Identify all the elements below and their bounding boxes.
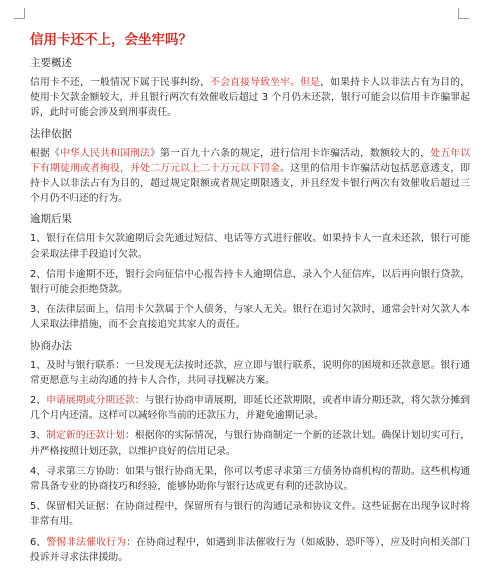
consequence-item: 2、信用卡逾期不还，银行会向征信中心报告持卡人逾期信息，录入个人征信库，以后再向银行贷款，银行可能会拒绝贷款。 [30,268,470,296]
text-run: ：与银行协商申请展期，即延长还款期限，或者申请分期还款，将欠款分摊到几个月内还清。这样可以减轻你当前的还款压力，并避免逾期记录。 [30,395,471,422]
text-run: 3、 [30,430,47,442]
page-corner-mark-right [458,8,469,19]
penalty-highlight: 处五年以下有期徒刑或者拘役，并处二万元以上二十万元以下罚金 [30,147,471,174]
negotiation-item: 4、寻求第三方协助：如果与银行协商无果，你可以考虑寻求第三方债务协商机构的帮助。这些机构通常具备专业的协商技巧和经验，能够协助你与银行达成更有利的还款协议。 [30,465,470,493]
text-run: ：根据你的实际情况，与银行协商制定一个新的还款计划。确保计划切实可行，并严格按照计划还款，以维护良好的信用记录。 [30,430,471,457]
text-run: 根据《 [30,147,61,159]
law-name-highlight: 中华人民共和国刑法 [60,147,151,159]
section-heading-basis: 法律依据 [30,127,72,140]
negotiation-item: 5、保留相关证据：在协商过程中，保留所有与银行的沟通记录和协议文件。这些证据在出现争议时将非常有用。 [30,501,470,528]
page-corner-mark-left [14,8,25,19]
section-heading-negotiation: 协商办法 [30,339,72,352]
negotiation-item [30,428,470,458]
highlight-text: 警惕非法催收行为 [46,536,127,548]
section-heading-consequences: 逾期后果 [30,213,72,226]
consequence-item: 3、在法律层面上，信用卡欠款属于个人债务，与家人无关。银行在追讨欠款时，通常会针对欠款人本人采取法律措施，而不会直接追究其家人的责任。 [30,304,470,331]
highlight-text: 申请展期或分期还款 [46,395,135,407]
page-title: 信用卡还不上，会坐牢吗？ [30,32,192,48]
negotiation-item [30,535,470,565]
text-run: 》第一百九十六条的规定，进行信用卡诈骗活动，数额较大的， [150,147,431,159]
basis-paragraph [30,146,470,207]
highlight-text: 不会直接导致坐牢。但是 [210,77,321,88]
text-run: 。这里的信用卡诈骗活动包括恶意透支，即持卡人以非法占有为目的，超过规定限额或者规定期限透支，并且经发卡银行两次有效催收后超过三个月仍不归还的行为。 [30,162,471,205]
summary-paragraph [30,75,470,121]
text-run: 信用卡不还，一般情况下属于民事纠纷， [30,77,211,88]
text-run: 6、 [30,536,47,548]
highlight-text: 制定新的还款计划 [46,430,126,442]
text-run: ，如果持卡人以非法占有为目的，使用卡欠款金额较大，并且银行两次有效催收后超过 3 个月仍未还款，银行可能会以信用卡诈骗罪起诉，此时可能会涉及到刑事责任。 [30,77,471,119]
text-run: 2、 [30,395,47,407]
text-run: ：在协商过程中，如遇到非法催收行为（如威胁、恐吓等），应及时向相关部门投诉并寻求法律援助。 [30,536,471,563]
negotiation-item [30,393,470,423]
section-heading-summary: 主要概述 [30,57,72,69]
document-body [30,30,470,570]
consequence-item: 1、银行在信用卡欠款逾期后会先通过短信、电话等方式进行催收。如果持卡人一直未还款，银行可能会采取法律手段追讨欠款。 [30,233,470,260]
negotiation-item: 1、及时与银行联系：一旦发现无法按时还款，应立即与银行联系，说明你的困境和还款意愿。银行通常更愿意与主动沟通的持卡人合作，共同寻找解决方案。 [30,359,470,386]
